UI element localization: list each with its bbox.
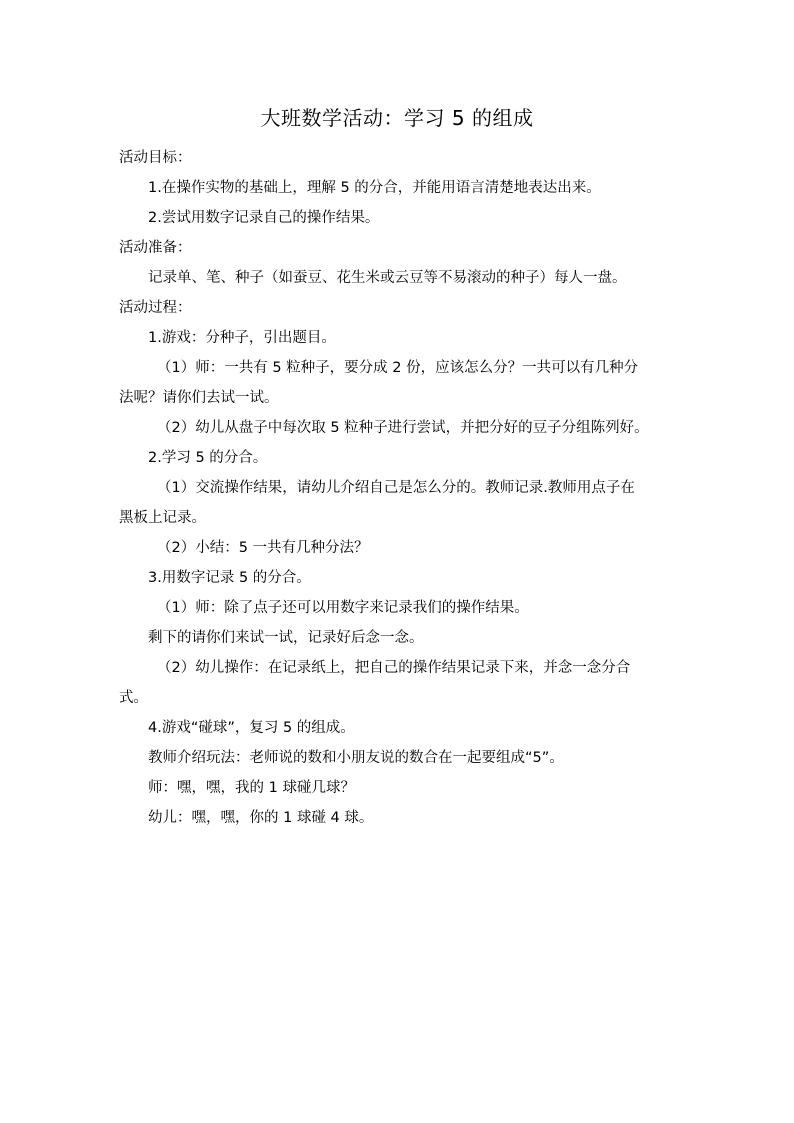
- process-step-3-2-line-1: （2）幼儿操作：在记录纸上，把自己的操作结果记录下来，并念一念分合: [157, 660, 631, 676]
- section-heading-process: 活动过程：: [119, 300, 192, 316]
- section-heading-preparation: 活动准备：: [119, 240, 192, 256]
- process-step-2-1-line-1: （1）交流操作结果，请幼儿介绍自己是怎么分的。教师记录.教师用点子在: [157, 480, 635, 496]
- process-step-1: 1.游戏：分种子，引出题目。: [148, 330, 336, 346]
- preparation-text: 记录单、笔、种子（如蚕豆、花生米或云豆等不易滚动的种子）每人一盘。: [148, 270, 627, 286]
- process-step-4: 4.游戏“碰球”，复习 5 的组成。: [148, 720, 355, 736]
- process-step-2: 2.学习 5 的分合。: [148, 450, 268, 466]
- goal-item-2: 2.尝试用数字记录自己的操作结果。: [148, 210, 380, 226]
- document-body: [119, 143, 679, 833]
- process-step-2-2: （2）小结：5 一共有几种分法？: [157, 540, 369, 556]
- game-instructions: 教师介绍玩法：老师说的数和小朋友说的数合在一起要组成“5”。: [148, 750, 564, 766]
- teacher-line: 师：嘿，嘿，我的 1 球碰几球？: [148, 780, 355, 796]
- process-step-1-1-line-2: 法呢？请你们去试一试。: [119, 390, 279, 406]
- document-title: 大班数学活动：学习 5 的组成: [260, 106, 534, 130]
- child-line: 幼儿：嘿，嘿，你的 1 球碰 4 球。: [148, 810, 374, 826]
- goal-item-1: 1.在操作实物的基础上，理解 5 的分合，并能用语言清楚地表达出来。: [148, 180, 601, 196]
- section-heading-goals: 活动目标：: [119, 150, 192, 166]
- process-step-3-1: （1）师：除了点子还可以用数字来记录我们的操作结果。: [157, 600, 529, 616]
- process-step-3-note: 剩下的请你们来试一试，记录好后念一念。: [148, 630, 424, 646]
- process-step-3-2-line-2: 式。: [119, 690, 148, 706]
- process-step-1-2: （2）幼儿从盘子中每次取 5 粒种子进行尝试，并把分好的豆子分组陈列好。: [157, 420, 649, 436]
- process-step-3: 3.用数字记录 5 的分合。: [148, 570, 311, 586]
- process-step-2-1-line-2: 黑板上记录。: [119, 510, 206, 526]
- process-step-1-1-line-1: （1）师：一共有 5 粒种子，要分成 2 份，应该怎么分？一共可以有几种分: [157, 360, 639, 376]
